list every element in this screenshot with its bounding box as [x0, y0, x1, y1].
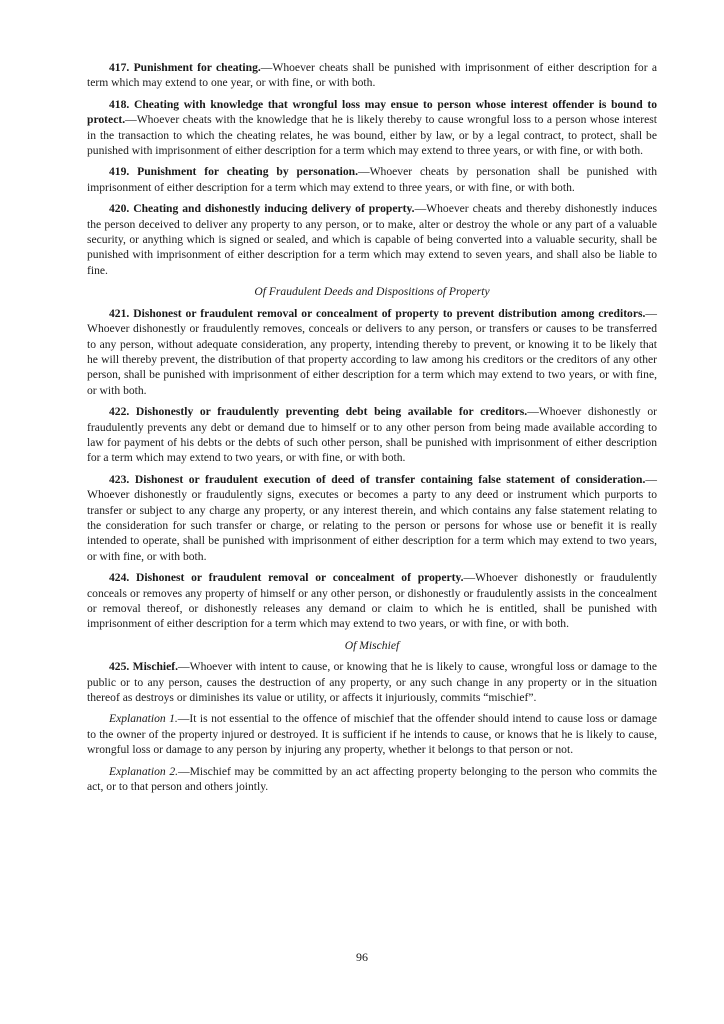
chapter-subheading: Of Mischief: [344, 638, 400, 652]
section-heading: 423. Dishonest or fraudulent execution of deed of transfer containing false statement of consideration.: [109, 472, 646, 486]
section-419: [87, 164, 657, 195]
section-text: —Whoever cheats shall be punished with imprisonment of either description for a term which may extend to one year, or with fine, or with both.: [87, 61, 657, 90]
section-424: [87, 570, 657, 632]
section-heading: 418. Cheating with knowledge that wrongful loss may ensue to person whose interest offender is bound to protect.: [87, 97, 657, 127]
section-418: [87, 97, 657, 159]
section-420: [87, 201, 657, 278]
chapter-subheading: Of Fraudulent Deeds and Dispositions of Property: [254, 285, 490, 299]
section-423: [87, 472, 657, 564]
section-417: [87, 60, 657, 91]
section-text: —Whoever dishonestly or fraudulently signs, executes or becomes a party to any deed or instrument which purports to transfer or subject to any charge any property, or any interest therein, and which contains any false statement relating to the consideration for such transfer or charge, or relating to the person or persons for whose use or benefit it is really intended to operate, shall be punished with imprisonment of either description for a term which may extend to two years, or with fine, or with both.: [87, 472, 657, 563]
section-text: —Whoever with intent to cause, or knowing that he is likely to cause, wrongful loss or damage to the public or to any person, causes the destruction of any property, or any such change in any property or in the situation thereof as destroys or diminishes its value or utility, or affects it injuriously, commits “mischief”.: [87, 660, 657, 705]
section-421: [87, 306, 657, 398]
section-heading: 419. Punishment for cheating by personation.: [109, 165, 359, 179]
section-heading: 421. Dishonest or fraudulent removal or concealment of property to prevent distribution among creditors.: [109, 306, 646, 320]
explanation-text: —It is not essential to the offence of mischief that the offender should intend to cause loss or damage to the owner of the property injured or destroyed. It is sufficient if he intends to cause, or knows that he is likely to cause, wrongful loss or damage to any person by injuring any property, whether it belongs to that person or not.: [87, 712, 657, 757]
explanation-label: Explanation 2.: [109, 764, 179, 778]
section-text: —Whoever cheats and thereby dishonestly induces the person deceived to deliver any property to any person, or to make, alter or destroy the whole or any part of a valuable security, or anything which is signed or sealed, and which is capable of being converted into a valuable security, shall be punished with imprisonment of either description for a term which may extend to seven years, and shall also be liable to fine.: [87, 202, 657, 277]
section-text: —Whoever dishonestly or fraudulently conceals or removes any property of himself or any other person, or dishonestly or fraudulently assists in the concealment or removal thereof, or dishonestly releases any demand or claim to which he is entitled, shall be punished with imprisonment of either description for a term which may extend to two years, or with fine, or with both.: [87, 571, 657, 631]
section-text: —Whoever cheats by personation shall be punished with imprisonment of either description for a term which may extend to three years, or with fine, or with both.: [87, 165, 657, 194]
section-text: —Whoever dishonestly or fraudulently removes, conceals or delivers to any person, or transfers or causes to be transferred to any person, without adequate consideration, any property, intending thereby to prevent, or knowing it to be likely that he will thereby prevent, the distribution of that property according to law among his creditors or the creditors of any other person, shall be punished with imprisonment of either description for a term which may extend to two years, or with fine, or with both.: [87, 306, 657, 397]
explanation-2: [87, 764, 657, 795]
explanation-label: Explanation 1.: [109, 712, 178, 726]
document-body: [87, 60, 657, 800]
section-heading: 425. Mischief.: [109, 660, 179, 674]
section-425: [87, 659, 657, 705]
section-text: —Whoever cheats with the knowledge that he is likely thereby to cause wrongful loss to a person whose interest in the transaction to which the cheating relates, he was bound, either by law, or by a legal contract, to protect, shall be punished with imprisonment of either description for a term which may extend to three years, or with fine, or with both.: [87, 113, 657, 158]
explanation-1: [87, 711, 657, 757]
section-heading: 417. Punishment for cheating.: [109, 61, 261, 74]
page-number: 96: [356, 950, 368, 964]
section-heading: 422. Dishonestly or fraudulently preventing debt being available for creditors.: [109, 405, 528, 419]
section-422: [87, 404, 657, 466]
section-text: —Whoever dishonestly or fraudulently prevents any debt or demand due to himself or to any other person from being made available according to law for payment of his debts or the debts of such other person, shall be punished with imprisonment of either description for a term which may extend to two years, or with fine, or with both.: [87, 405, 657, 465]
explanation-text: —Mischief may be committed by an act affecting property belonging to the person who commits the act, or to that person and others jointly.: [87, 764, 657, 794]
section-heading: 420. Cheating and dishonestly inducing delivery of property.: [109, 202, 415, 216]
section-heading: 424. Dishonest or fraudulent removal or concealment of property.: [109, 571, 464, 585]
